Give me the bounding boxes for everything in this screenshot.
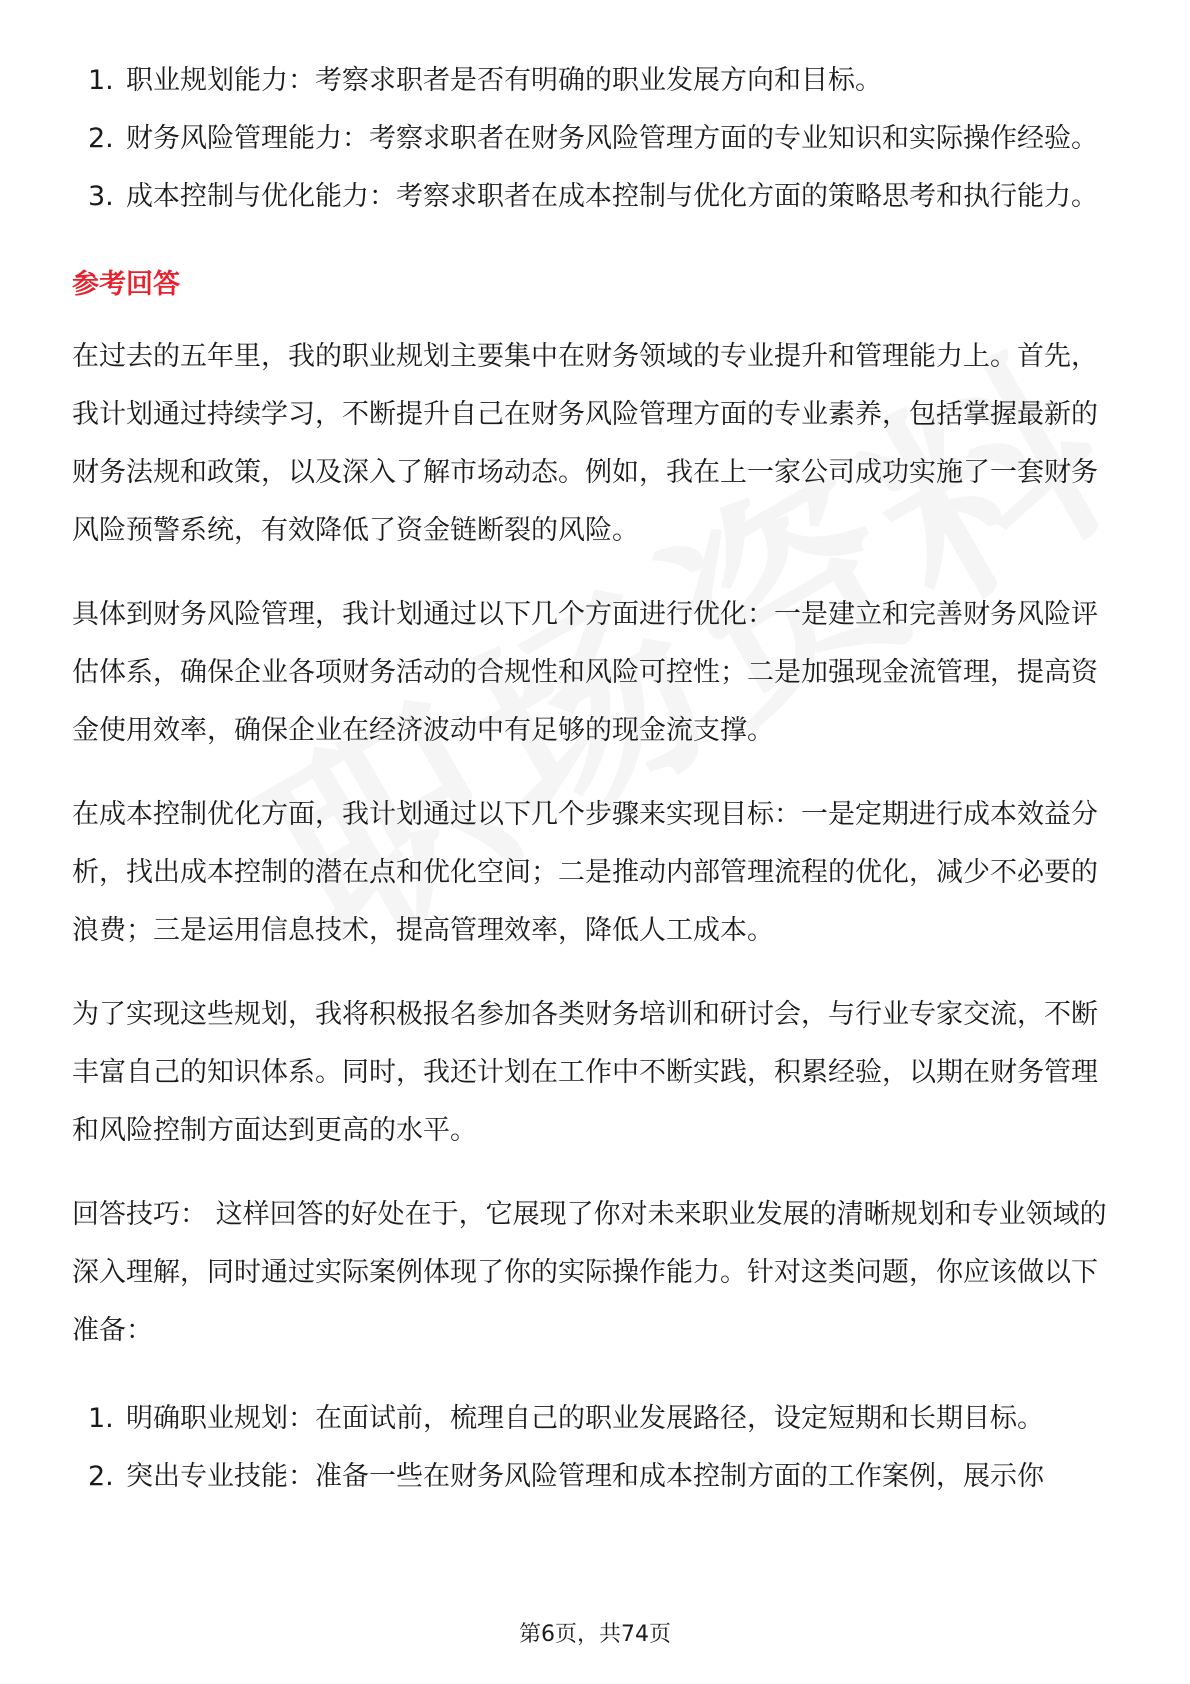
page-content — [72, 52, 1122, 1506]
list-item — [72, 110, 1122, 168]
page-number: 第6页，共74页 — [519, 1622, 671, 1647]
list-text: 财务风险管理能力：考察求职者在财务风险管理方面的专业知识和实际操作经验。 — [126, 123, 1098, 154]
answer-paragraph: 为了实现这些规划，我将积极报名参加各类财务培训和研讨会，与行业专家交流，不断丰富自己的知识体系。同时，我还计划在工作中不断实践，积累经验，以期在财务管理和风险控制方面达到更高的水平。 — [72, 999, 1098, 1146]
list-item — [72, 1390, 1122, 1448]
answer-paragraph: 具体到财务风险管理，我计划通过以下几个方面进行优化：一是建立和完善财务风险评估体系，确保企业各项财务活动的合规性和风险可控性；二是加强现金流管理，提高资金使用效率，确保企业在经济波动中有足够的现金流支撑。 — [72, 599, 1098, 746]
list-item — [72, 52, 1122, 110]
list-text: 明确职业规划：在面试前，梳理自己的职业发展路径，设定短期和长期目标。 — [126, 1403, 1044, 1434]
list-number: 1. — [88, 1403, 114, 1434]
criteria-list — [72, 52, 1122, 226]
list-number: 3. — [88, 181, 114, 212]
answer-paragraph: 在过去的五年里，我的职业规划主要集中在财务领域的专业提升和管理能力上。首先，我计划通过持续学习，不断提升自己在财务风险管理方面的专业素养，包括掌握最新的财务法规和政策，以及深入了解市场动态。例如，我在上一家公司成功实施了一套财务风险预警系统，有效降低了资金链断裂的风险。 — [72, 341, 1098, 546]
answer-paragraph: 在成本控制优化方面，我计划通过以下几个步骤来实现目标：一是定期进行成本效益分析，找出成本控制的潜在点和优化空间；二是推动内部管理流程的优化，减少不必要的浪费；三是运用信息技术，提高管理效率，降低人工成本。 — [72, 799, 1098, 946]
list-text: 成本控制与优化能力：考察求职者在成本控制与优化方面的策略思考和执行能力。 — [126, 181, 1098, 212]
list-number: 2. — [88, 123, 114, 154]
list-item — [72, 168, 1122, 226]
list-number: 2. — [88, 1461, 114, 1492]
list-number: 1. — [88, 65, 114, 96]
list-item — [72, 1448, 1122, 1506]
tips-paragraph: 回答技巧： 这样回答的好处在于，它展现了你对未来职业发展的清晰规划和专业领域的深入理解，同时通过实际案例体现了你的实际操作能力。针对这类问题，你应该做以下准备： — [72, 1199, 1107, 1346]
list-text: 职业规划能力：考察求职者是否有明确的职业发展方向和目标。 — [126, 65, 882, 96]
answer-heading: 参考回答 — [72, 269, 180, 300]
preparation-list — [72, 1390, 1122, 1506]
list-text: 突出专业技能：准备一些在财务风险管理和成本控制方面的工作案例，展示你 — [126, 1461, 1044, 1492]
